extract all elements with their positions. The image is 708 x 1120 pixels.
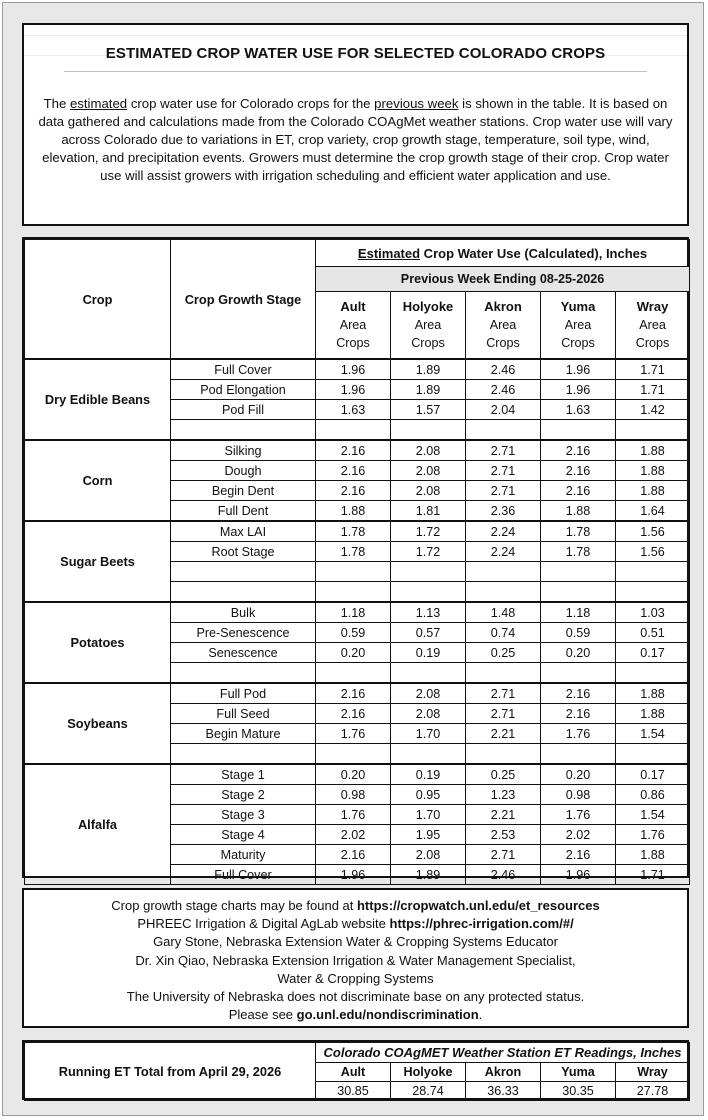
growth-stage-cell: Pod Elongation (171, 380, 316, 400)
nondiscrimination-line (24, 1006, 687, 1024)
water-use-value-cell: 1.88 (616, 704, 690, 724)
water-use-value-cell: 2.46 (466, 359, 541, 380)
crop-name-cell: Dry Edible Beans (25, 359, 171, 440)
et-total-value: 28.74 (391, 1082, 466, 1101)
resource-line-charts (24, 897, 687, 915)
water-use-value-cell: 0.98 (541, 785, 616, 805)
table-row (25, 764, 690, 785)
et-station-header: Yuma (541, 1063, 616, 1082)
water-use-value-cell: 0.57 (391, 623, 466, 643)
water-use-value-cell (541, 663, 616, 684)
growth-stage-cell: Max LAI (171, 521, 316, 542)
crop-name-cell: Sugar Beets (25, 521, 171, 602)
resource-label: Crop growth stage charts may be found at (111, 898, 357, 913)
water-use-value-cell: 1.78 (541, 542, 616, 562)
water-use-value-cell: 0.19 (391, 643, 466, 663)
water-use-value-cell: 0.20 (541, 643, 616, 663)
water-use-value-cell: 0.19 (391, 764, 466, 785)
week-ending-header: Previous Week Ending 08-25-2026 (316, 267, 690, 292)
water-use-value-cell: 0.20 (316, 643, 391, 663)
water-use-value-cell (616, 663, 690, 684)
page-title: ESTIMATED CROP WATER USE FOR SELECTED COLORADO CROPS (105, 45, 606, 62)
station-sub-label: Crops (411, 336, 445, 350)
growth-stage-cell: Silking (171, 440, 316, 461)
water-use-value-cell: 1.71 (616, 865, 690, 885)
water-use-value-cell (541, 420, 616, 441)
water-use-value-cell (391, 744, 466, 765)
et-total-value: 36.33 (466, 1082, 541, 1101)
resource-line-website (24, 915, 687, 933)
water-use-value-cell: 1.76 (616, 825, 690, 845)
water-use-value-cell (541, 562, 616, 582)
water-use-value-cell: 2.16 (316, 845, 391, 865)
growth-stage-cell (171, 562, 316, 582)
growth-stage-cell (171, 663, 316, 684)
growth-stage-cell: Stage 2 (171, 785, 316, 805)
growth-stage-cell: Begin Dent (171, 481, 316, 501)
station-sub-label: Crops (635, 336, 670, 350)
water-use-value-cell: 2.21 (466, 724, 541, 744)
water-use-value-cell (316, 562, 391, 582)
water-use-value-cell: 2.16 (316, 704, 391, 724)
water-use-value-cell (616, 420, 690, 441)
water-use-value-cell: 1.88 (616, 461, 690, 481)
water-use-value-cell: 1.78 (316, 521, 391, 542)
water-use-value-cell (541, 744, 616, 765)
estimated-header-text: Crop Water Use (Calculated), Inches (420, 245, 648, 261)
growth-stage-cell (171, 744, 316, 765)
spreadsheet-background (2, 2, 704, 1116)
table-row (25, 521, 690, 542)
water-use-value-cell: 1.88 (316, 501, 391, 522)
nondiscrimination-statement: The University of Nebraska does not discriminate base on any protected status. (126, 989, 585, 1005)
water-use-value-cell: 2.24 (466, 542, 541, 562)
growth-stage-cell: Bulk (171, 602, 316, 623)
station-name: Wray (636, 299, 669, 314)
et-station-header: Akron (466, 1063, 541, 1082)
water-use-value-cell: 2.08 (391, 481, 466, 501)
water-use-value-cell: 1.18 (541, 602, 616, 623)
water-use-value-cell: 1.57 (391, 400, 466, 420)
intro-estimated-word: estimated (69, 96, 128, 111)
water-use-value-cell: 1.70 (391, 724, 466, 744)
intro-text: The (43, 96, 70, 111)
water-use-value-cell (316, 420, 391, 441)
water-use-value-cell: 0.17 (616, 643, 690, 663)
water-use-value-cell: 1.88 (616, 481, 690, 501)
et-station-header: Ault (316, 1063, 391, 1082)
water-use-value-cell: 0.25 (466, 764, 541, 785)
station-name: Holyoke (402, 299, 454, 314)
growth-stage-cell: Full Cover (171, 865, 316, 885)
water-use-value-cell: 1.88 (541, 501, 616, 522)
station-name: Yuma (560, 299, 596, 314)
water-use-value-cell: 1.72 (391, 542, 466, 562)
station-header-akron (466, 292, 541, 360)
water-use-value-cell: 1.78 (316, 542, 391, 562)
water-use-value-cell: 2.16 (316, 481, 391, 501)
water-use-value-cell (391, 663, 466, 684)
water-use-value-cell: 1.81 (391, 501, 466, 522)
water-use-value-cell: 0.17 (616, 764, 690, 785)
water-use-value-cell: 1.63 (541, 400, 616, 420)
water-use-value-cell: 2.16 (541, 845, 616, 865)
crop-name-cell: Potatoes (25, 602, 171, 683)
phrec-link[interactable]: https://phrec-irrigation.com/#/ (389, 916, 574, 932)
water-use-value-cell: 1.76 (316, 724, 391, 744)
water-use-value-cell (466, 562, 541, 582)
water-use-value-cell: 0.95 (391, 785, 466, 805)
water-use-value-cell: 1.63 (316, 400, 391, 420)
water-use-value-cell: 1.03 (616, 602, 690, 623)
station-header-ault (316, 292, 391, 360)
water-use-value-cell: 2.36 (466, 501, 541, 522)
water-use-value-cell: 2.71 (466, 845, 541, 865)
water-use-value-cell: 1.96 (316, 359, 391, 380)
water-use-value-cell: 1.56 (616, 542, 690, 562)
water-use-value-cell: 2.71 (466, 704, 541, 724)
water-use-value-cell (316, 582, 391, 603)
station-sub-label: Crops (561, 336, 595, 350)
water-use-value-cell: 1.70 (391, 805, 466, 825)
water-use-value-cell: 2.08 (391, 704, 466, 724)
growth-stage-cell: Pre-Senescence (171, 623, 316, 643)
running-et-panel (22, 1040, 689, 1100)
growth-stage-cell: Dough (171, 461, 316, 481)
water-use-value-cell: 1.42 (616, 400, 690, 420)
resources-panel (22, 888, 689, 1028)
water-use-value-cell: 1.88 (616, 845, 690, 865)
growth-stage-cell: Stage 3 (171, 805, 316, 825)
water-use-value-cell: 1.89 (391, 865, 466, 885)
station-header-yuma (541, 292, 616, 360)
crop-name-cell: Soybeans (25, 683, 171, 764)
water-use-value-cell: 1.95 (391, 825, 466, 845)
author-line: Gary Stone, Nebraska Extension Water & Cropping Systems Educator (153, 934, 558, 950)
water-use-value-cell: 0.59 (541, 623, 616, 643)
growth-stage-cell: Begin Mature (171, 724, 316, 744)
water-use-value-cell: 1.96 (541, 380, 616, 400)
station-name: Ault (340, 299, 366, 314)
table-row (25, 440, 690, 461)
water-use-value-cell: 2.24 (466, 521, 541, 542)
water-use-value-cell: 0.20 (541, 764, 616, 785)
resource-label: PHREEC Irrigation & Digital AgLab website (137, 916, 390, 932)
et-station-header: Wray (616, 1063, 690, 1082)
water-use-value-cell: 2.16 (541, 704, 616, 724)
period: . (478, 1007, 483, 1023)
growth-stage-cell: Maturity (171, 845, 316, 865)
table-row (25, 683, 690, 704)
water-use-value-cell: 2.46 (466, 380, 541, 400)
water-use-value-cell: 2.16 (316, 683, 391, 704)
water-use-value-cell: 1.64 (616, 501, 690, 522)
growth-stage-cell: Full Seed (171, 704, 316, 724)
water-use-value-cell: 1.56 (616, 521, 690, 542)
water-use-value-cell: 2.71 (466, 461, 541, 481)
water-use-value-cell: 2.46 (466, 865, 541, 885)
water-use-value-cell: 2.08 (391, 683, 466, 704)
water-use-value-cell (616, 744, 690, 765)
water-use-value-cell (466, 420, 541, 441)
water-use-value-cell (316, 663, 391, 684)
water-use-value-cell: 1.71 (616, 380, 690, 400)
water-use-value-cell: 1.23 (466, 785, 541, 805)
water-use-value-cell: 2.71 (466, 481, 541, 501)
et-total-value: 30.85 (316, 1082, 391, 1101)
cropwatch-link[interactable]: https://cropwatch.unl.edu/et_resources (356, 898, 600, 913)
running-et-label: Running ET Total from April 29, 2026 (25, 1043, 316, 1101)
water-use-value-cell: 1.76 (541, 805, 616, 825)
et-total-value: 27.78 (616, 1082, 690, 1101)
running-et-table (24, 1042, 690, 1101)
growth-stage-cell: Stage 4 (171, 825, 316, 845)
water-use-value-cell: 2.16 (541, 683, 616, 704)
water-use-value-cell: 0.86 (616, 785, 690, 805)
growth-stage-cell: Pod Fill (171, 400, 316, 420)
crop-name-cell: Alfalfa (25, 764, 171, 885)
water-use-value-cell: 1.88 (616, 440, 690, 461)
station-sub-label: Area (489, 318, 517, 332)
growth-stage-cell: Full Pod (171, 683, 316, 704)
water-use-value-cell: 1.54 (616, 805, 690, 825)
sheet-gridline (24, 35, 687, 36)
station-sub-label: Area (639, 318, 666, 332)
water-use-value-cell (466, 663, 541, 684)
water-use-value-cell: 0.59 (316, 623, 391, 643)
water-use-value-cell: 2.08 (391, 845, 466, 865)
table-row (25, 602, 690, 623)
water-use-value-cell: 1.76 (316, 805, 391, 825)
title-divider (64, 71, 647, 72)
author-line: Water & Cropping Systems (277, 970, 434, 986)
station-sub-label: Area (414, 318, 442, 332)
station-sub-label: Area (339, 318, 367, 332)
water-use-value-cell: 2.08 (391, 461, 466, 481)
intro-paragraph (34, 95, 677, 185)
water-use-value-cell: 2.71 (466, 683, 541, 704)
growth-stage-cell: Full Dent (171, 501, 316, 522)
water-use-value-cell: 0.51 (616, 623, 690, 643)
growth-stage-cell (171, 420, 316, 441)
water-use-value-cell: 1.48 (466, 602, 541, 623)
resources-text (24, 897, 687, 1024)
water-use-value-cell: 2.21 (466, 805, 541, 825)
author-line: Dr. Xin Qiao, Nebraska Extension Irrigation & Water Management Specialist, (135, 952, 576, 968)
water-use-value-cell (466, 744, 541, 765)
crop-water-use-panel (22, 237, 689, 882)
water-use-value-cell: 1.54 (616, 724, 690, 744)
intro-previous-week: previous week (374, 96, 459, 111)
growth-stage-cell: Stage 1 (171, 764, 316, 785)
water-use-value-cell: 2.02 (541, 825, 616, 845)
water-use-value-cell: 2.16 (541, 440, 616, 461)
station-header-holyoke (391, 292, 466, 360)
water-use-value-cell (616, 562, 690, 582)
et-station-header: Holyoke (391, 1063, 466, 1082)
growth-stage-cell (171, 582, 316, 603)
water-use-value-cell: 1.71 (616, 359, 690, 380)
water-use-value-cell: 2.71 (466, 440, 541, 461)
water-use-value-cell: 2.08 (391, 440, 466, 461)
water-use-value-cell: 0.98 (316, 785, 391, 805)
water-use-value-cell (316, 744, 391, 765)
water-use-value-cell (391, 582, 466, 603)
water-use-value-cell: 2.16 (541, 481, 616, 501)
station-sub-label: Area (564, 318, 592, 332)
crop-water-use-table (24, 239, 690, 885)
water-use-value-cell: 2.16 (541, 461, 616, 481)
water-use-value-cell (466, 582, 541, 603)
water-use-value-cell (391, 420, 466, 441)
water-use-value-cell: 1.13 (391, 602, 466, 623)
water-use-value-cell: 2.16 (316, 461, 391, 481)
water-use-value-cell: 1.72 (391, 521, 466, 542)
water-use-value-cell (616, 582, 690, 603)
water-use-value-cell: 1.78 (541, 521, 616, 542)
station-header-wray (616, 292, 690, 360)
water-use-value-cell: 1.89 (391, 359, 466, 380)
nondiscrimination-link[interactable]: go.unl.edu/nondiscrimination (296, 1007, 479, 1023)
water-use-value-cell: 2.53 (466, 825, 541, 845)
growth-stage-cell: Root Stage (171, 542, 316, 562)
water-use-value-cell: 1.96 (316, 865, 391, 885)
water-use-value-cell: 1.18 (316, 602, 391, 623)
water-use-value-cell: 2.02 (316, 825, 391, 845)
table-row (25, 359, 690, 380)
water-use-value-cell: 1.96 (541, 359, 616, 380)
estimated-use-header (316, 240, 690, 267)
water-use-value-cell: 0.74 (466, 623, 541, 643)
water-use-value-cell (391, 562, 466, 582)
resource-label: Please see (228, 1007, 297, 1023)
water-use-value-cell: 1.96 (541, 865, 616, 885)
water-use-value-cell: 1.96 (316, 380, 391, 400)
water-use-value-cell: 1.89 (391, 380, 466, 400)
crop-column-header: Crop (25, 240, 171, 360)
water-use-value-cell: 0.20 (316, 764, 391, 785)
stage-column-header: Crop Growth Stage (171, 240, 316, 360)
water-use-value-cell: 1.88 (616, 683, 690, 704)
et-total-value: 30.35 (541, 1082, 616, 1101)
water-use-value-cell: 1.76 (541, 724, 616, 744)
intro-text: crop water use for Colorado crops for the (127, 96, 375, 111)
intro-text: is shown in the table. It is based on data gathered and calculations made from the Colorado COAgMet weather stations. Crop water use will vary across Colorado due to variations in ET, crop variety, crop growth stage, temperature, soil type, wind, elevation, and precipitation events. Growers must determine the crop growth stage of their crop. Crop water use will assist growers with irrigation scheduling and efficient water application and use. (38, 96, 673, 183)
crop-name-cell: Corn (25, 440, 171, 521)
water-use-value-cell: 2.04 (466, 400, 541, 420)
water-use-value-cell: 2.16 (316, 440, 391, 461)
intro-panel (22, 23, 689, 226)
station-sub-label: Crops (336, 336, 370, 350)
station-name: Akron (484, 299, 522, 314)
station-sub-label: Crops (486, 336, 520, 350)
growth-stage-cell: Senescence (171, 643, 316, 663)
estimated-word: Estimated (357, 245, 421, 261)
water-use-value-cell (541, 582, 616, 603)
water-use-value-cell: 0.25 (466, 643, 541, 663)
et-readings-title: Colorado COAgMET Weather Station ET Readings, Inches (316, 1043, 690, 1063)
growth-stage-cell: Full Cover (171, 359, 316, 380)
